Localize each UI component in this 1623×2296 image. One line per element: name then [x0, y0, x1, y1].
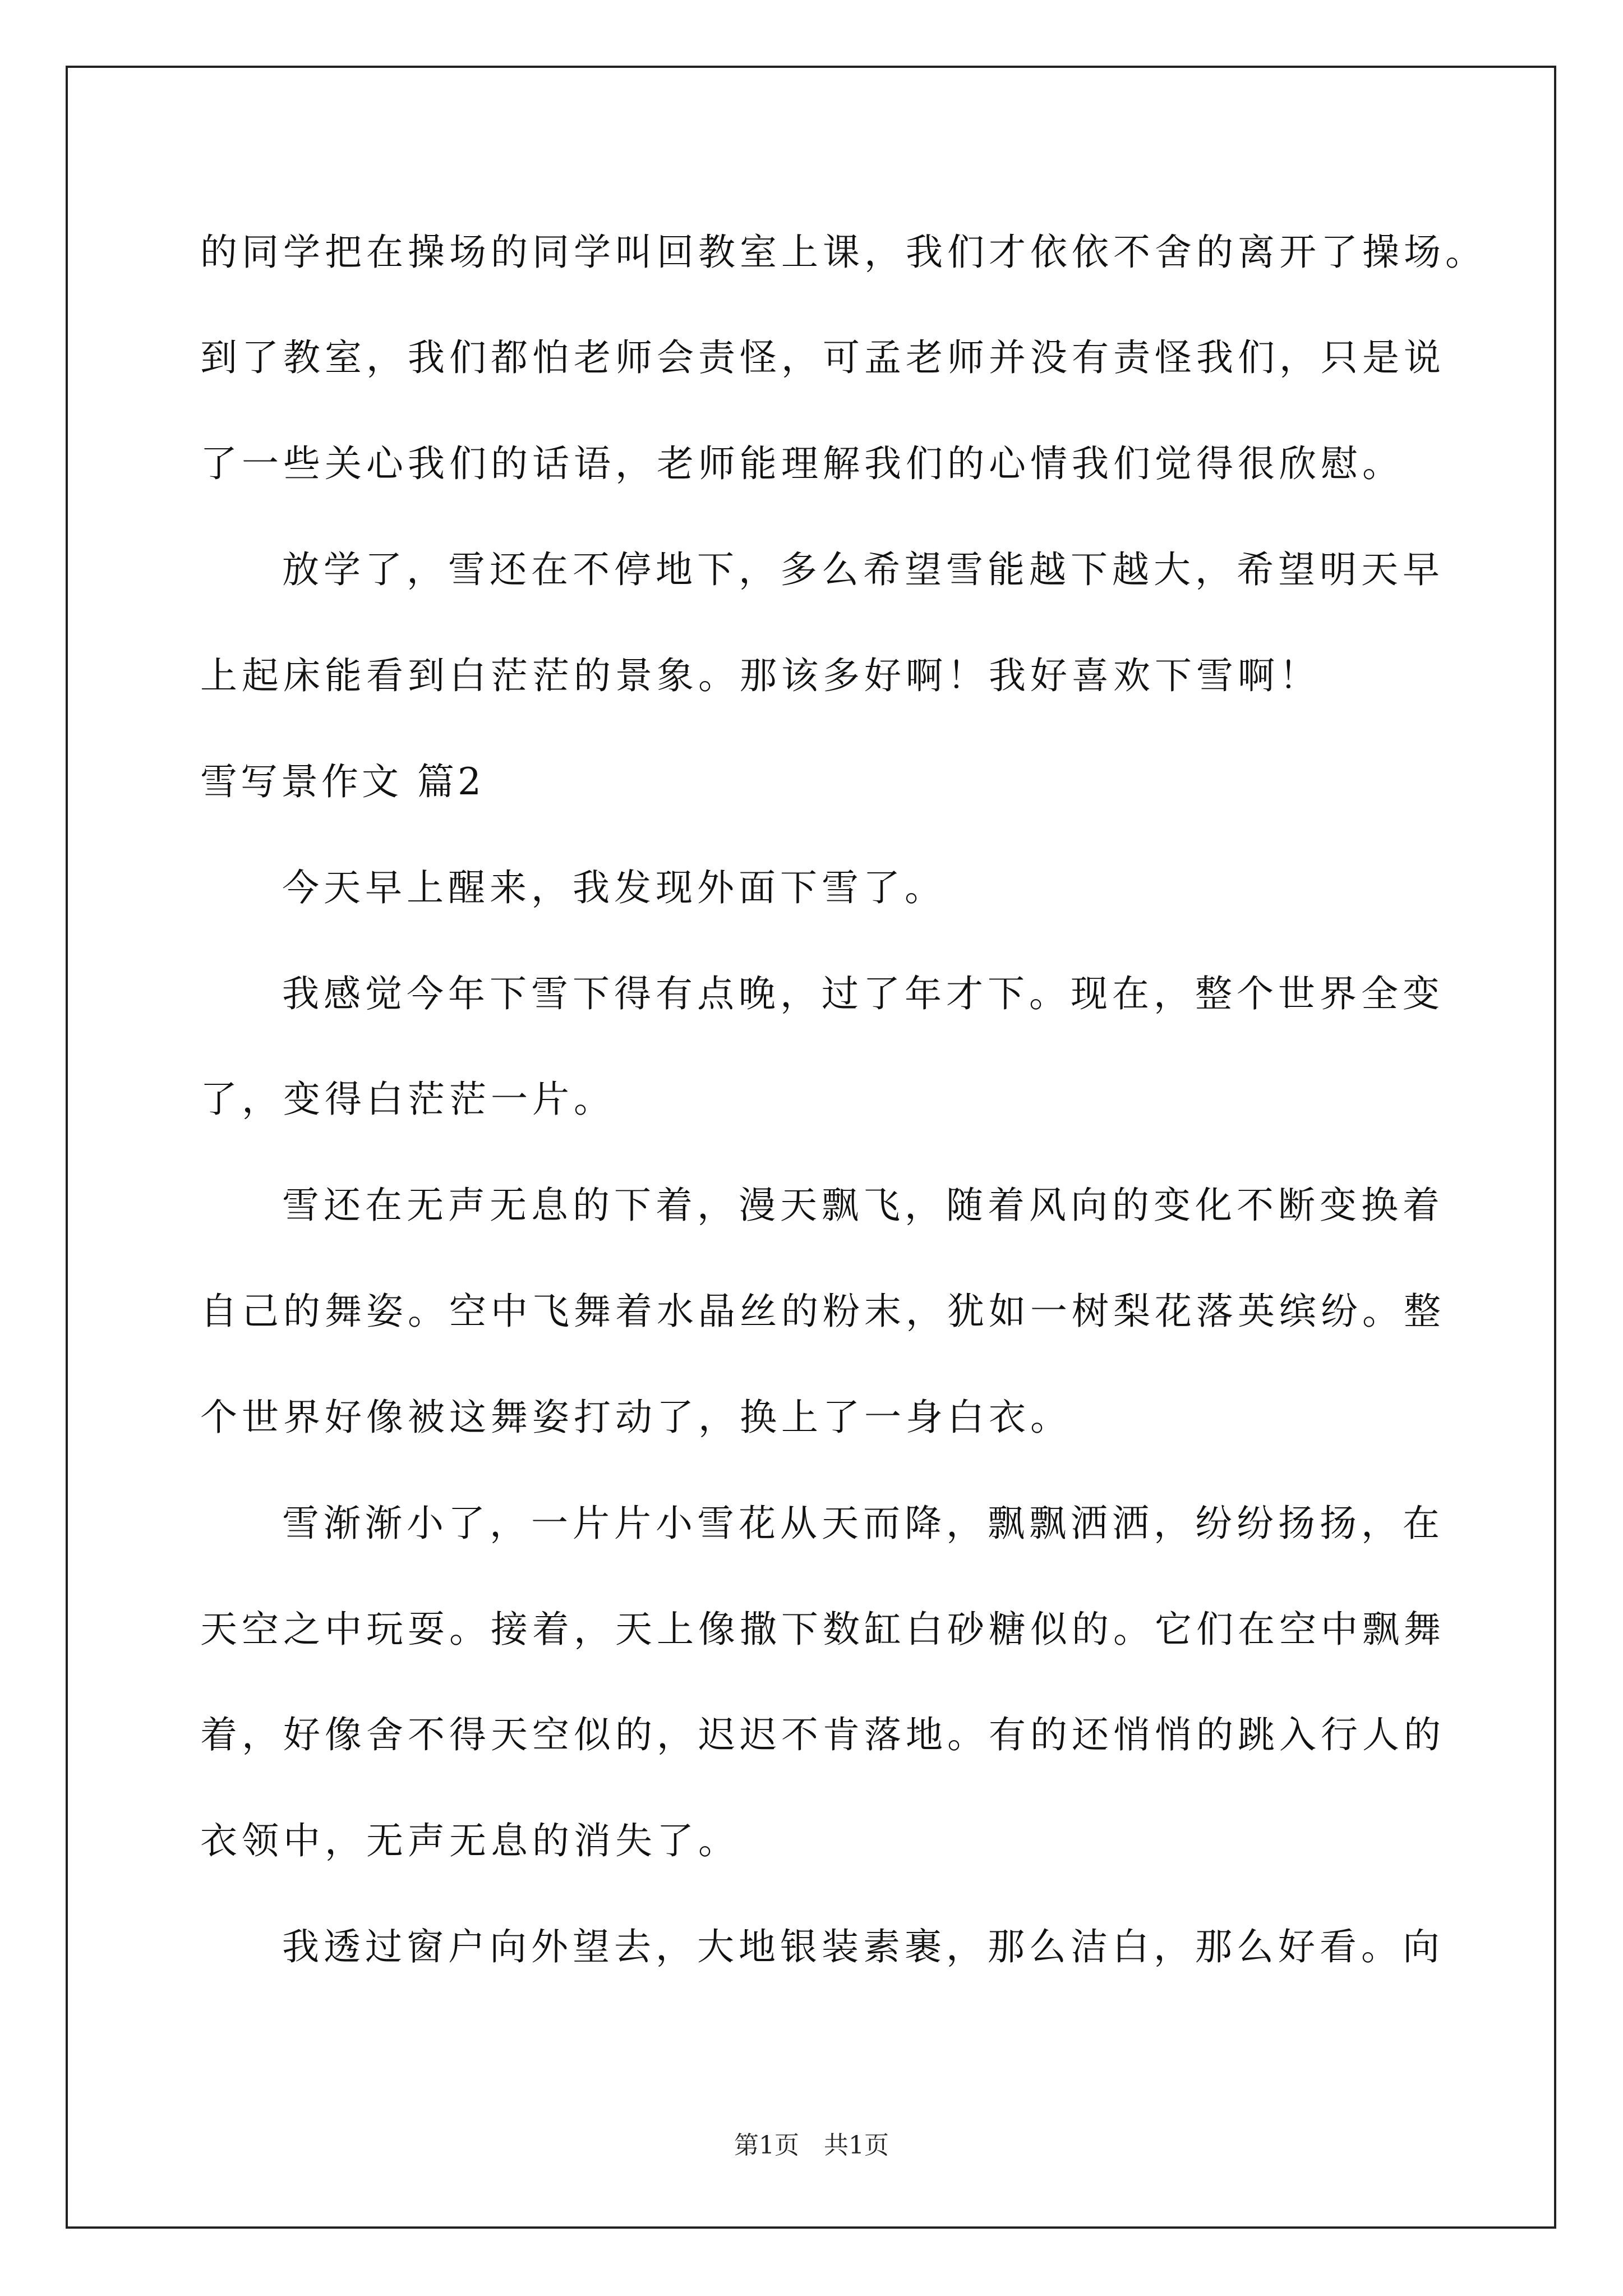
paragraph-start-line: 雪还在无声无息的下着，漫天飘飞，随着风向的变化不断变换着: [282, 1184, 1444, 1227]
text-line-11: 自己的舞姿。空中飞舞着水晶丝的粉末，犹如一树梨花落英缤纷。整: [200, 1290, 1445, 1333]
text-line-5: 上起床能看到白茫茫的景象。那该多好啊！我好喜欢下雪啊！: [200, 654, 1321, 697]
paragraph-start-line: 雪渐渐小了，一片片小雪花从天而降，飘飘洒洒，纷纷扬扬，在: [282, 1502, 1444, 1545]
paragraph-start-line: 我透过窗户向外望去，大地银装素裹，那么洁白，那么好看。向: [282, 1925, 1444, 1968]
section-heading: 雪写景作文 篇2: [200, 760, 485, 803]
text-line-1: 的同学把在操场的同学叫回教室上课，我们才依依不舍的离开了操场。: [200, 231, 1487, 274]
text-line-3: 了一些关心我们的话语，老师能理解我们的心情我们觉得很欣慰。: [200, 442, 1404, 485]
text-line-14: 天空之中玩耍。接着，天上像撒下数缸白砂糖似的。它们在空中飘舞: [200, 1608, 1445, 1651]
paragraph-start-line: 今天早上醒来，我发现外面下雪了。: [282, 866, 946, 909]
text-line-16: 衣领中，无声无息的消失了。: [200, 1819, 740, 1862]
text-line-15: 着，好像舍不得天空似的，迟迟不肯落地。有的还悄悄的跳入行人的: [200, 1713, 1445, 1756]
text-line-2: 到了教室，我们都怕老师会责怪，可孟老师并没有责怪我们，只是说: [200, 336, 1445, 379]
paragraph-start-line: 放学了，雪还在不停地下，多么希望雪能越下越大，希望明天早: [282, 548, 1444, 591]
page-number-footer: 第1页 共1页: [734, 2131, 889, 2160]
text-line-9: 了，变得白茫茫一片。: [200, 1078, 615, 1121]
text-line-12: 个世界好像被这舞姿打动了，换上了一身白衣。: [200, 1396, 1072, 1439]
page-border: [66, 66, 1556, 2229]
paragraph-start-line: 我感觉今年下雪下得有点晚，过了年才下。现在，整个世界全变: [282, 972, 1444, 1015]
